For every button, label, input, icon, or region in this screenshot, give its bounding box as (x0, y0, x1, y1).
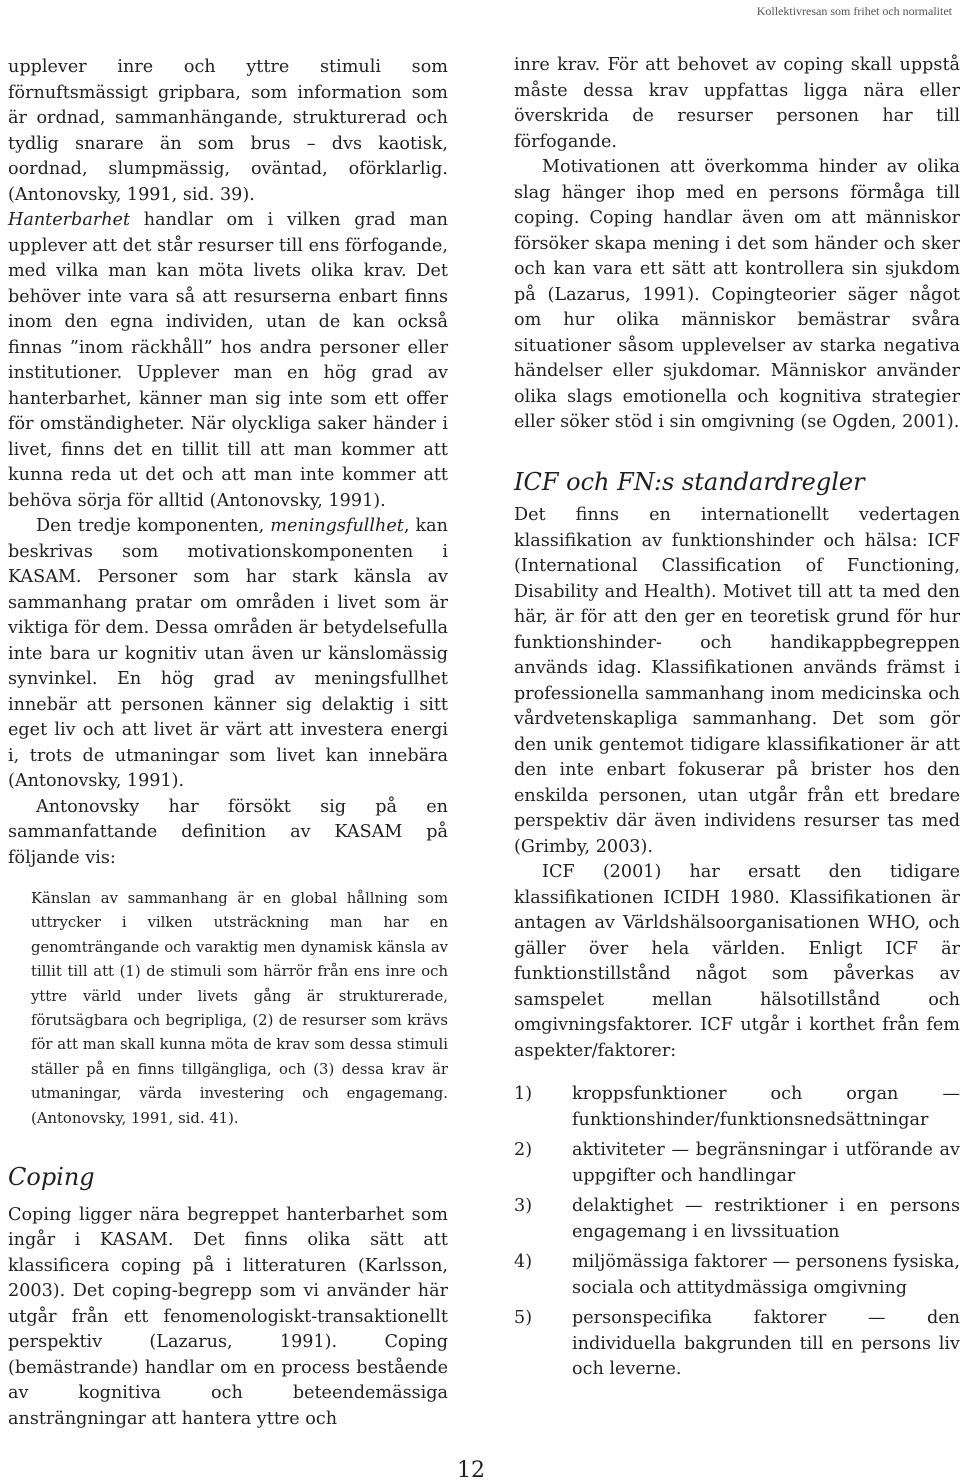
icf-aspect-list (514, 1082, 960, 1383)
list-item-text: personspecifika faktorer — den individuella bakgrunden till en persons liv och leverne. (572, 1308, 960, 1379)
right-paragraph-1: inre krav. För att behovet av coping skall uppstå måste dessa krav uppfattas ligga nära eller överskrida de resurser personen har till förfogande. (514, 55, 960, 152)
term-hanterbarhet: Hanterbarhet (8, 210, 131, 230)
left-paragraph-3-pre: Den tredje komponenten, (36, 516, 271, 536)
list-item (514, 1138, 960, 1189)
list-item-number: 1) (514, 1084, 533, 1104)
list-item (514, 1082, 960, 1133)
left-column (8, 55, 448, 1432)
left-paragraph-5: Coping ligger nära begreppet hanterbarhet som ingår i KASAM. Det finns olika sätt att klassificera coping på i litteraturen (Karlsson, 2003). Det coping-begrepp som vi använder här utgår från ett fenomenologiskt-transaktionellt perspektiv (Lazarus, 1991). Coping (bemästrande) handlar om en process bestående av kognitiva och beteendemässiga ansträngningar att hantera yttre och (8, 1204, 448, 1429)
right-paragraph-3: Det finns en internationellt vedertagen klassifikation av funktionshinder och hälsa: ICF (International Classification of Functioning, Disability and Health). Motivet till att ta med den här, är för att den ger en teoretisk grund för hur funktionshinder- och handikappbegreppen används idag. Klassifikationen används främst i professionella sammanhang inom medicinska och vårdvetenskapliga sammanhang. Det som gör den unik gentemot tidigare klassifikationer är att den inte enbart fokuserar på brister hos den enskilda personen, utan utgår från ett bredare perspektiv där även individens resurser tas med (Grimby, 2003). (514, 505, 960, 857)
term-meningsfullhet: meningsfullhet (270, 516, 404, 536)
heading-coping: Coping (8, 1163, 95, 1192)
left-paragraph-2 (8, 208, 448, 514)
left-paragraph-2-text: handlar om i vilken grad man upplever att det står resurser till ens förfogande, med vilka man kan möta livets olika krav. Det behöver inte vara så att resurserna enbart finns inom den egna individen, utan de kan också finnas ”inom räckhåll” hos andra personer eller institutioner. Upplever man en hög grad av hanterbarhet, känner man sig inte som ett offer för omständigheter. När olyckliga saker händer i livet, finns det en tillit till att man kommer att kunna reda ut det och att man inte kommer att behöva sörja för alltid (Antonovsky, 1991). (8, 210, 448, 511)
list-item-text: kroppsfunktioner och organ — funktionshinder/funktionsnedsättningar (572, 1084, 960, 1130)
list-item (514, 1250, 960, 1301)
left-paragraph-3-text: , kan beskrivas som motivationskomponenten i KASAM. Personer som har stark känsla av sammanhang pratar om områden i livet som är viktiga för dem. Dessa områden är betydelsefulla inte bara ur kognitiv utan även ur känslomässig synvinkel. En hög grad av meningsfullhet innebär att personen känner sig delaktig i sitt eget liv och att livet är värt att investera energi i, trots de utmaningar som livet kan innebära (Antonovsky, 1991). (8, 516, 448, 791)
list-item-text: delaktighet — restriktioner i en persons engagemang i en livssituation (572, 1196, 960, 1242)
list-item-number: 4) (514, 1252, 533, 1272)
right-paragraph-4: ICF (2001) har ersatt den tidigare klassifikationen ICIDH 1980. Klassifikationen är antagen av Världshälsoorganisationen WHO, och gäller över hela världen. Enligt ICF är funktionstillstånd något som påverkas av samspelet mellan hälsotillstånd och omgivningsfaktorer. ICF utgår i korthet från fem aspekter/faktorer: (514, 862, 960, 1061)
right-column (514, 53, 960, 1388)
left-paragraph-3 (8, 514, 448, 795)
list-item (514, 1194, 960, 1245)
left-paragraph-4: Antonovsky har försökt sig på en sammanfattande definition av KASAM på följande vis: (8, 796, 448, 868)
right-paragraph-2: Motivationen att överkomma hinder av olika slag hänger ihop med en persons förmåga till coping. Coping handlar även om att människor försöker skapa mening i det som händer och sker och kan vara ett sätt att kontrollera sin sjukdom på (Lazarus, 1991). Copingteorier säger något om hur olika människor bemästrar svåra situationer såsom upplevelser av starka negativa händelser eller sjukdomar. Människor använder olika slags emotionella och kognitiva strategier eller söker stöd i sin omgivning (se Ogden, 2001). (514, 157, 960, 432)
left-paragraph-1: upplever inre och yttre stimuli som förnuftsmässigt gripbara, som information som är ordnad, sammanhängande, strukturerad och tydlig snarare än som brus – dvs kaotisk, oordnad, slumpmässig, oväntad, oförklarlig. (Antonovsky, 1991, sid. 39). (8, 57, 448, 205)
block-quote: Känslan av sammanhang är en global hållning som uttrycker i vilken utsträckning man har en genomträngande och varaktig men dynamisk känsla av tillit till att (1) de stimuli som härrör från ens inre och yttre värld under livets gång är strukturerade, förutsägbara och begripliga, (2) de resurser som krävs för att man skall kunna möta de krav som dessa stimuli ställer på en finns tillgängliga, och (3) dessa krav är utmaningar, värda investering och engagemang. (Antonovsky, 1991, sid. 41). (31, 890, 448, 1127)
running-head: Kollektivresan som frihet och normalitet (756, 4, 952, 18)
page-number: 12 (457, 1458, 485, 1483)
list-item-number: 3) (514, 1196, 533, 1216)
list-item-number: 5) (514, 1308, 533, 1328)
list-item-text: aktiviteter — begränsningar i utförande av uppgifter och handlingar (572, 1140, 960, 1186)
list-item-number: 2) (514, 1140, 533, 1160)
list-item (514, 1306, 960, 1383)
list-item-text: miljömässiga faktorer — personens fysiska, sociala och attitydmässiga omgivning (572, 1252, 960, 1298)
heading-icf: ICF och FN:s standardregler (514, 467, 865, 496)
